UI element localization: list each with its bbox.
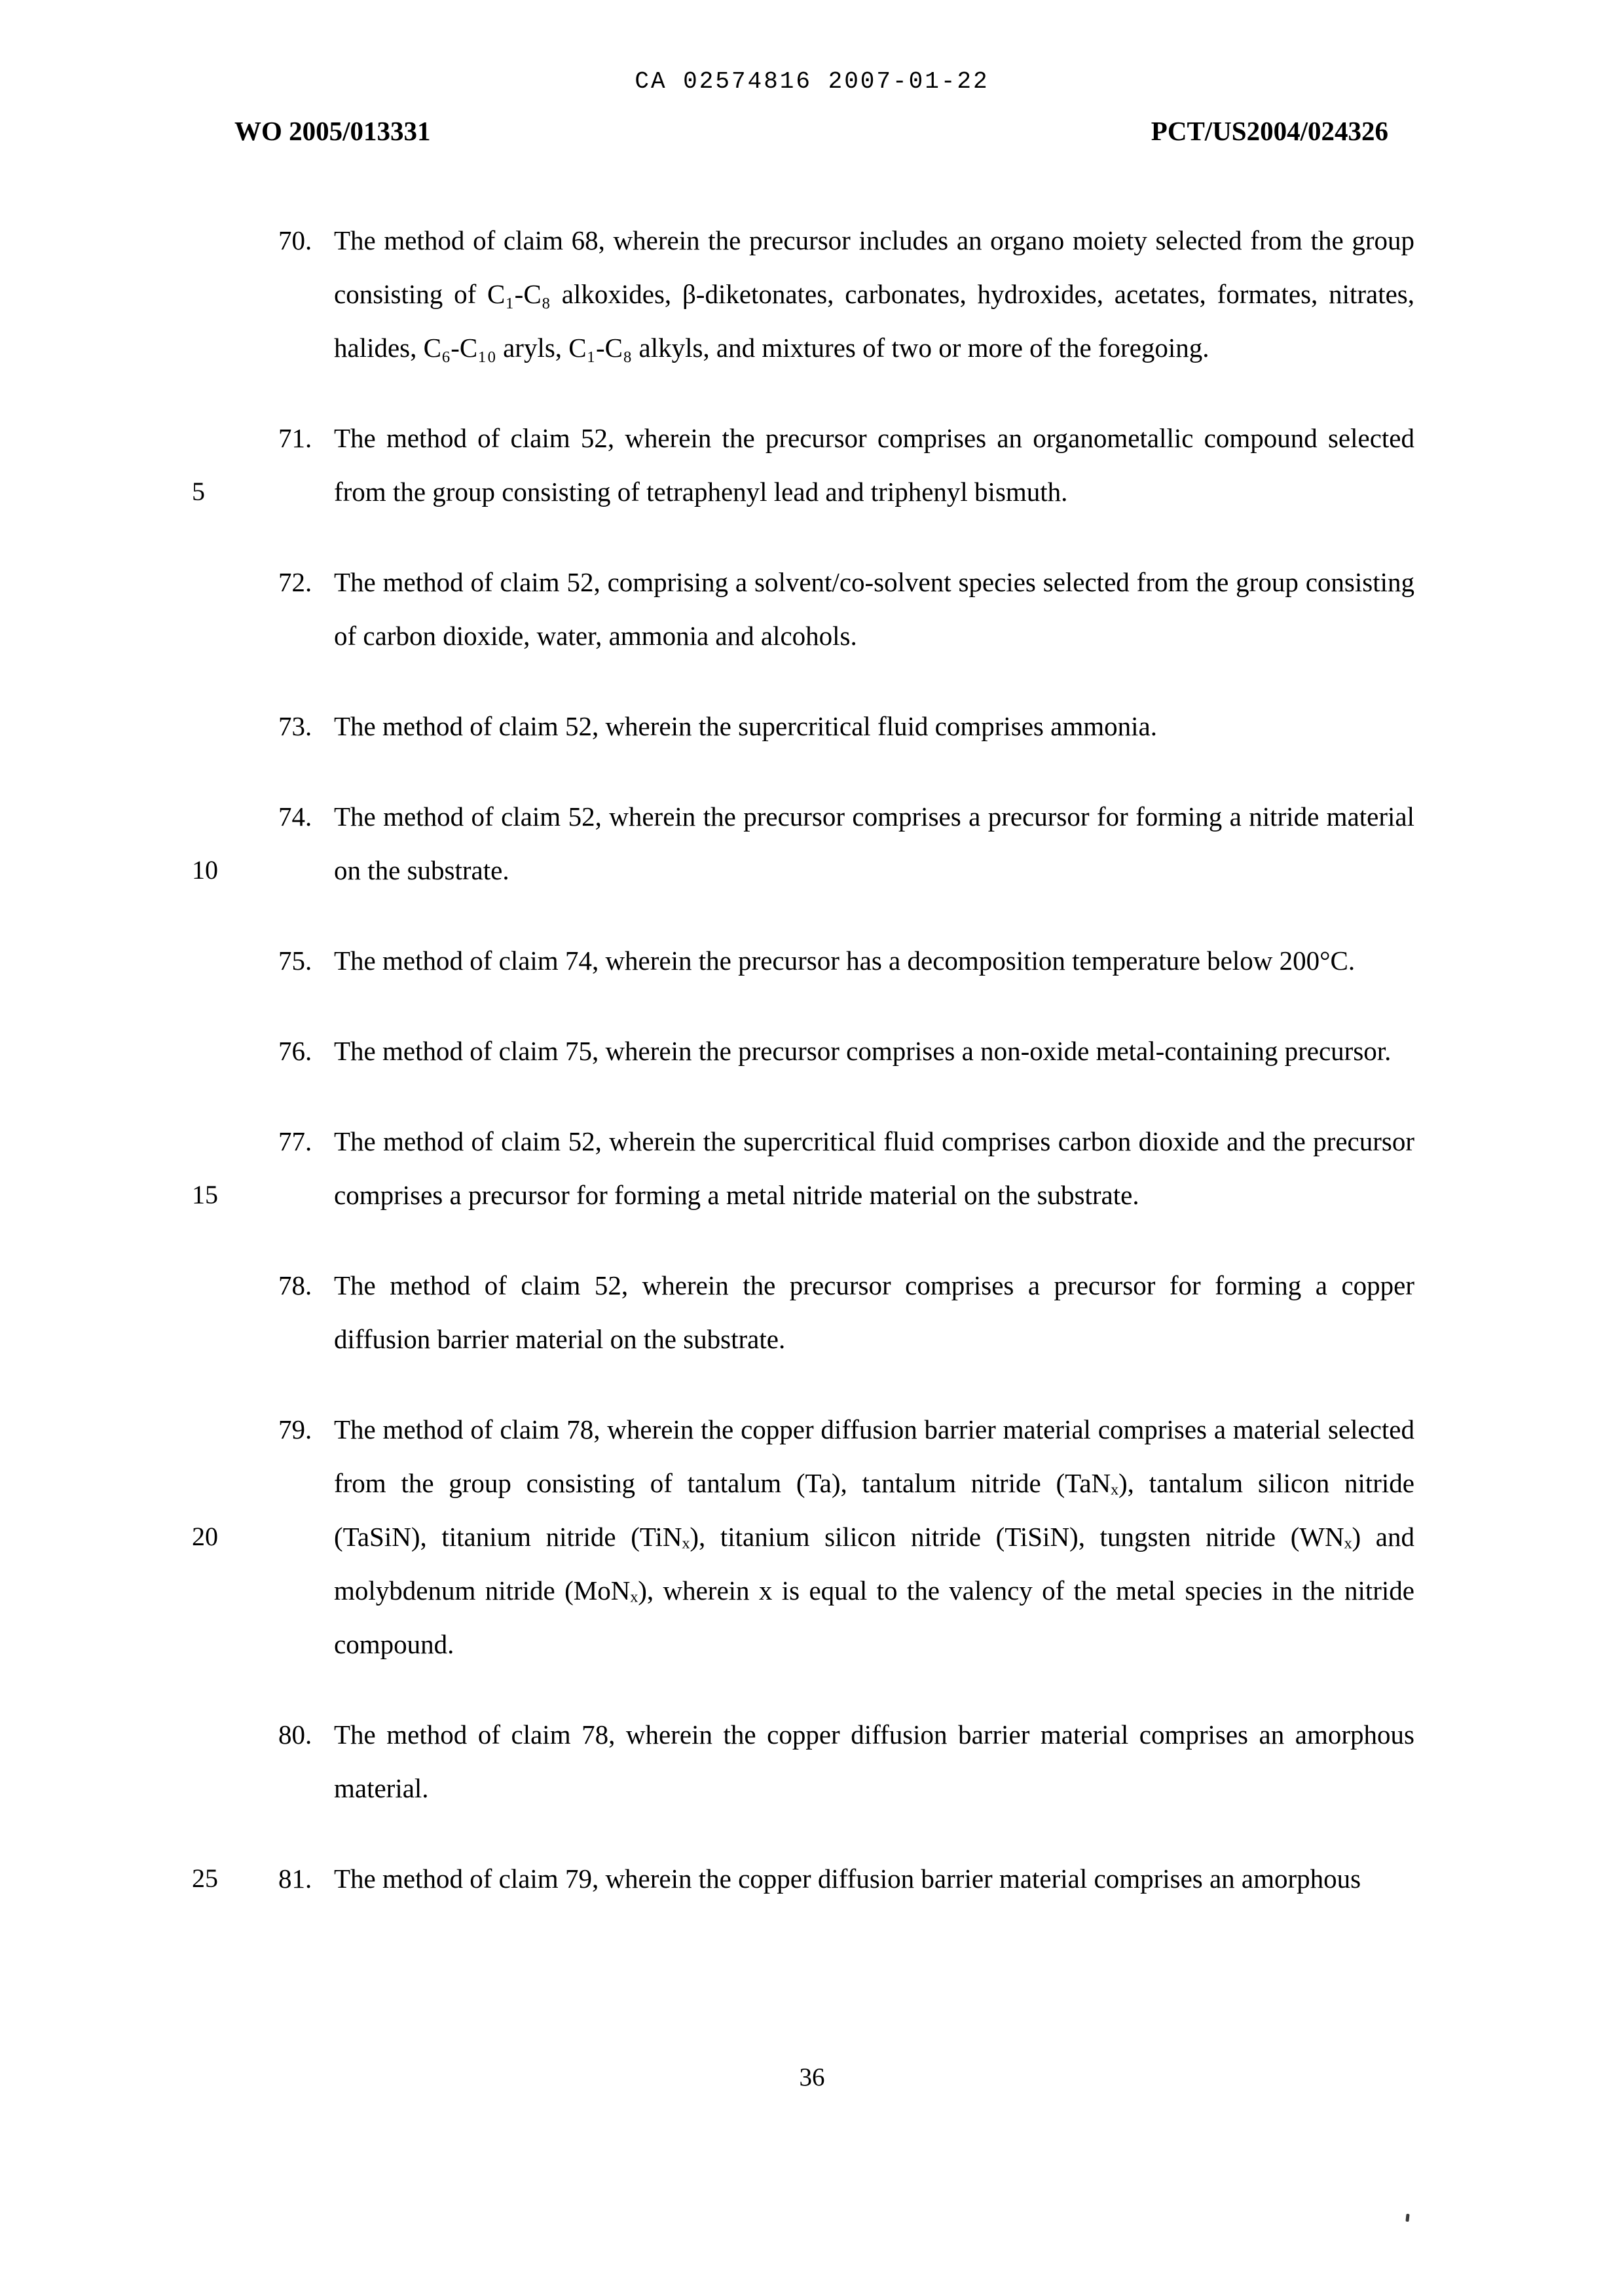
claim-text: The method of claim 52, wherein the precursor comprises a precursor for forming a nitride material on the substrate. [334, 801, 1414, 885]
claim-text: The method of claim 78, wherein the copper diffusion barrier material comprises an amorphous material. [334, 1719, 1414, 1803]
publication-number: WO 2005/013331 [234, 116, 431, 146]
line-number-20: 20 [192, 1522, 218, 1551]
claim-70 [278, 213, 1414, 375]
claim-text: The method of claim 52, wherein the supercritical fluid comprises ammonia. [334, 711, 1157, 741]
claim-text: The method of claim 52, wherein the precursor comprises a precursor for forming a copper diffusion barrier material on the substrate. [334, 1270, 1414, 1354]
claim-80 [278, 1708, 1414, 1815]
claim-number: 71. [278, 423, 312, 453]
claim-text: The method of claim 68, wherein the precursor includes an organo moiety selected from the group consisting of C₁-C₈ alkoxides, β-diketonates, carbonates, hydroxides, acetates, formates, nitrates, halides, C₆-C₁₀ aryls, C₁-C₈ alkyls, and mixtures of two or more of the foregoing. [334, 225, 1414, 363]
claim-text: The method of claim 74, wherein the precursor has a decomposition temperature below 200°C. [334, 946, 1356, 976]
claim-79 [192, 1403, 1414, 1671]
claim-text: The method of claim 52, comprising a solvent/co-solvent species selected from the group consisting of carbon dioxide, water, ammonia and alcohols. [334, 567, 1414, 651]
stray-mark [1405, 2214, 1409, 2222]
claim-number: 73. [278, 711, 312, 741]
claim-number: 74. [278, 801, 312, 832]
claim-number: 78. [278, 1270, 312, 1300]
claim-text: The method of claim 52, wherein the supercritical fluid comprises carbon dioxide and the precursor comprises a precursor for forming a metal nitride material on the substrate. [334, 1126, 1414, 1210]
claim-number: 70. [278, 225, 312, 255]
claim-number: 81. [278, 1864, 312, 1894]
claims-section [192, 213, 1414, 1942]
claim-number: 77. [278, 1126, 312, 1156]
claim-number: 80. [278, 1719, 312, 1750]
claim-number: 75. [278, 946, 312, 976]
line-number-25: 25 [192, 1864, 218, 1893]
claim-text: The method of claim 79, wherein the copper diffusion barrier material comprises an amorphous [334, 1864, 1361, 1894]
patent-stamp: CA 02574816 2007-01-22 [635, 68, 989, 95]
claim-number: 76. [278, 1036, 312, 1066]
claim-71 [192, 411, 1414, 519]
application-number: PCT/US2004/024326 [1151, 116, 1388, 146]
claim-76 [278, 1024, 1414, 1078]
claim-81 [192, 1852, 1414, 1905]
claim-text: The method of claim 78, wherein the copper diffusion barrier material comprises a material selected from the group consisting of tantalum (Ta), tantalum nitride (TaNₓ), tantalum silicon nitride (TaSiN), titanium nitride (TiNₓ), titanium silicon nitride (TiSiN), tungsten nitride (WNₓ) and molybdenum nitride (MoNₓ), wherein x is equal to the valency of the metal species in the nitride compound. [334, 1414, 1414, 1659]
claim-78 [278, 1258, 1414, 1366]
claim-text: The method of claim 75, wherein the precursor comprises a non-oxide metal-containing precursor. [334, 1036, 1392, 1066]
page-number: 36 [799, 2063, 825, 2091]
claim-number: 72. [278, 567, 312, 597]
line-number-15: 15 [192, 1180, 218, 1209]
line-number-10: 10 [192, 855, 218, 885]
claim-75 [278, 934, 1414, 987]
claim-number: 79. [278, 1414, 312, 1444]
line-number-5: 5 [192, 477, 205, 506]
claim-74 [192, 790, 1414, 897]
claim-77 [192, 1114, 1414, 1222]
claim-72 [278, 555, 1414, 663]
claim-text: The method of claim 52, wherein the precursor comprises an organometallic compound selected from the group consisting of tetraphenyl lead and triphenyl bismuth. [334, 423, 1414, 507]
claim-73 [278, 699, 1414, 753]
